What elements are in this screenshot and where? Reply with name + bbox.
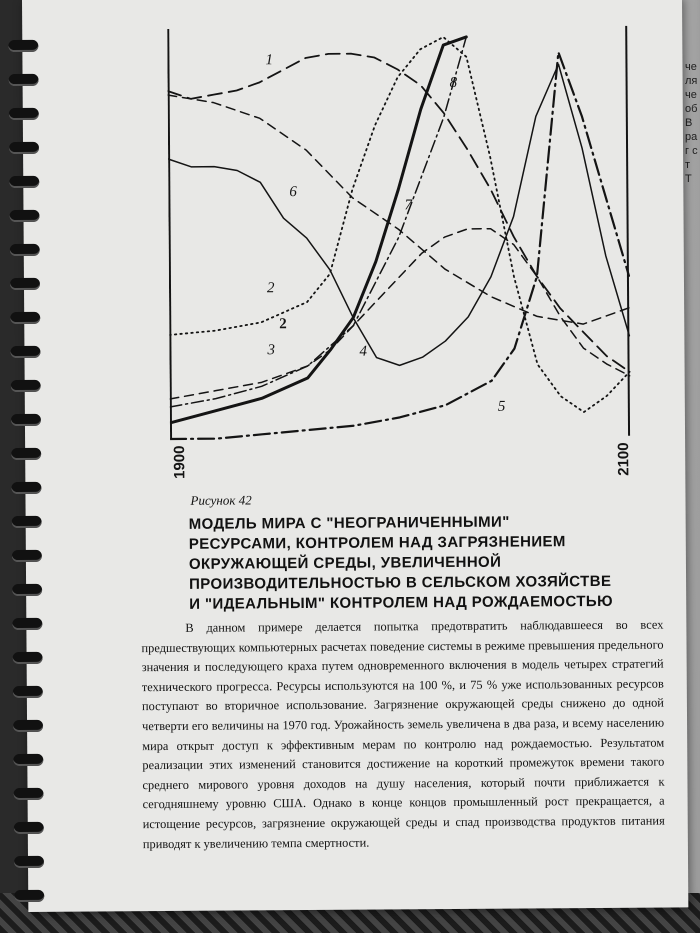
- series-label-3: 3: [267, 342, 276, 359]
- side-fragment: Т: [685, 173, 692, 185]
- series-label-2: 2: [266, 280, 275, 297]
- binding-ring: [9, 108, 39, 120]
- binding-ring: [12, 618, 42, 630]
- binding-ring: [9, 142, 39, 154]
- binding-ring: [11, 448, 41, 460]
- adjacent-page-fragment: [685, 60, 699, 186]
- side-fragment: че: [685, 61, 697, 73]
- series-line-5: [167, 52, 630, 439]
- side-fragment: ра: [685, 131, 698, 143]
- figure-title-line: И "ИДЕАЛЬНЫМ" КОНТРОЛЕМ НАД РОЖДАЕМОСТЬЮ: [189, 592, 614, 613]
- binding-ring: [13, 652, 43, 664]
- side-fragment: с: [692, 145, 698, 157]
- binding-ring: [11, 414, 41, 426]
- series-label-4: 4: [359, 343, 368, 360]
- binding-ring: [9, 176, 39, 188]
- figure-title-line: ПРОИЗВОДИТЕЛЬНОСТЬЮ В СЕЛЬСКОМ ХОЗЯЙСТВЕ: [189, 572, 612, 593]
- figure-label: Рисунок 42: [190, 492, 252, 508]
- series-label-5: 5: [497, 398, 506, 415]
- x-axis-end-label: 2100: [615, 442, 633, 476]
- binding-ring: [10, 244, 40, 256]
- figure-title-line: РЕСУРСАМИ, КОНТРОЛЕМ НАД ЗАГРЯЗНЕНИЕМ: [188, 533, 566, 553]
- side-fragment: об: [685, 103, 698, 115]
- world-model-chart: [167, 26, 650, 484]
- side-fragment: В: [685, 117, 693, 129]
- book-page: [22, 0, 691, 912]
- side-fragment: г: [685, 145, 690, 157]
- binding-ring: [13, 686, 43, 698]
- figure-title-line: ОКРУЖАЮЩЕЙ СРЕДЫ, УВЕЛИЧЕННОЙ: [188, 553, 502, 573]
- binding-ring: [13, 754, 43, 766]
- series-label-1: 1: [265, 52, 273, 69]
- binding-ring: [11, 380, 41, 392]
- chart-annotation: 2: [279, 316, 287, 333]
- binding-ring: [13, 720, 43, 732]
- x-axis-start-label: 1900: [171, 445, 189, 479]
- binding-ring: [11, 482, 41, 494]
- binding-ring: [12, 516, 42, 528]
- side-fragment: т: [685, 159, 691, 171]
- binding-ring: [14, 822, 44, 834]
- y-axis-right: [626, 26, 629, 436]
- series-line-2: [167, 36, 630, 415]
- binding-ring: [8, 40, 38, 52]
- series-label-8: 8: [449, 74, 458, 92]
- binding-ring: [14, 890, 44, 902]
- series-label-6: 6: [289, 184, 297, 201]
- chart-svg: [167, 26, 650, 484]
- figure-title-line: МОДЕЛЬ МИРА С "НЕОГРАНИЧЕННЫМИ": [188, 513, 510, 533]
- binding-ring: [9, 74, 39, 86]
- series-line-3: [169, 228, 630, 399]
- binding-ring: [14, 788, 44, 800]
- series-line-7: [168, 92, 630, 327]
- binding-ring: [14, 856, 44, 868]
- series-line-8: [167, 37, 469, 407]
- side-fragment: ля: [685, 75, 698, 87]
- binding-ring: [10, 346, 40, 358]
- side-fragment: че: [685, 89, 697, 101]
- series-label-7: 7: [404, 197, 412, 214]
- figure-description: В данном примере делается попытка предотвратить наблюдавшееся во всех предшествующих компьютерных расчетах поведение системы в режиме превышения предельного значения и последующего краха путем одновременного включения в модель четырех стратегий технического прогресса. Ресурсы используются на 100 %, и 75 % уже использованных ресурсов поступают во вторичное использование. Загрязнение окружающей среды снижено до одной четверти его величины на 1970 год. Урожайность земель увеличена в два раза, и всему населению мира открыт доступ к эффективным мерам по контролю над рождаемостью. Результатом реализации этих изменений становится достижение на короткий промежуток времени такого среднего мирового уровня доходов на душу населения, который почти приближается к сегодняшнему уровню США. Однако в конце концов промышленный рост прекращается, а истощение ресурсов, загрязнение окружающей среды и спад производства продуктов питания приводят к увеличению темпа смертности.: [141, 617, 665, 851]
- figure-title: [189, 512, 660, 615]
- series-line-6: [167, 64, 629, 367]
- binding-ring: [10, 278, 40, 290]
- binding-ring: [12, 584, 42, 596]
- binding-ring: [9, 210, 39, 222]
- binding-ring: [10, 312, 40, 324]
- binding-ring: [12, 550, 42, 562]
